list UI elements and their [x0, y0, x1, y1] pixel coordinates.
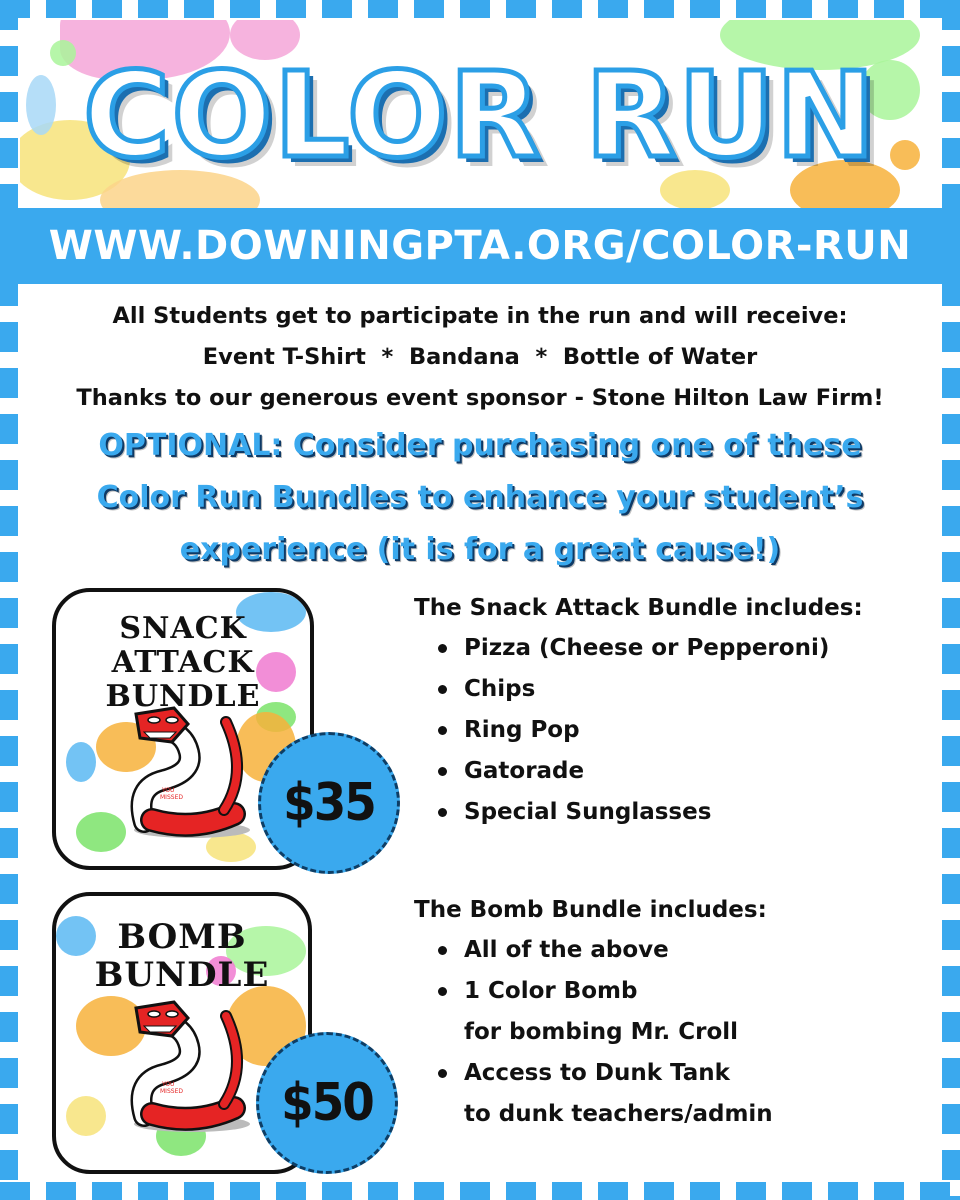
intro-line: Thanks to our generous event sponsor - Stone Hilton Law Firm! [76, 385, 884, 411]
frame-right-border [942, 0, 960, 1200]
header [20, 20, 940, 208]
list-item: Gatorade [436, 751, 863, 792]
optional-line: Color Run Bundles to enhance your student’s [96, 480, 864, 515]
card-title-line: SNACK [119, 611, 247, 646]
snake-shirt-label: MISSED [160, 1088, 183, 1095]
list-item: Chips [436, 669, 863, 710]
snake-shirt-label: MISSED [160, 794, 183, 801]
snake-shirt-label: YOU [162, 1081, 175, 1088]
bundle-list-title: The Bomb Bundle includes: [414, 897, 767, 923]
intro-line: All Students get to participate in the run and will receive: [112, 303, 848, 329]
snack-attack-items [414, 588, 863, 833]
optional-callout [30, 420, 930, 576]
yellow-paint-splat [66, 1096, 106, 1136]
frame-bottom-border [0, 1182, 960, 1200]
url-banner [0, 208, 960, 284]
bundle-item-list [436, 930, 773, 1135]
list-item-text: Access to Dunk Tank [464, 1060, 730, 1086]
intro-line: Event T-Shirt * Bandana * Bottle of Water [202, 344, 758, 370]
frame-top-border [0, 0, 960, 18]
list-item: Ring Pop [436, 710, 863, 751]
card-title-line: ATTACK [111, 645, 255, 680]
rattlesnake-mascot-icon [114, 702, 264, 842]
event-url[interactable]: WWW.DOWNINGPTA.ORG/COLOR-RUN [48, 223, 912, 269]
bundle-item-list [436, 628, 863, 833]
list-item-text: All of the above [464, 937, 669, 963]
card-title-line: BUNDLE [105, 679, 261, 714]
list-item [436, 930, 773, 971]
snack-attack-price-badge: $35 [258, 732, 400, 874]
list-item-subtext: for bombing Mr. Croll [464, 1019, 739, 1045]
list-item: Pizza (Cheese or Pepperoni) [436, 628, 863, 669]
bomb-bundle-price-badge: $50 [256, 1032, 398, 1174]
bundle-list-title: The Snack Attack Bundle includes: [414, 595, 863, 621]
list-item-subtext: to dunk teachers/admin [464, 1101, 773, 1127]
card-title-line: BUNDLE [94, 955, 270, 995]
optional-line: OPTIONAL: Consider purchasing one of these [98, 428, 862, 463]
optional-line: experience (it is for a great cause!) [179, 532, 781, 567]
list-item [436, 1053, 773, 1135]
event-title: COLOR RUN [83, 46, 877, 184]
rattlesnake-mascot-icon [114, 996, 264, 1136]
list-item-text: 1 Color Bomb [464, 978, 638, 1004]
bomb-bundle-card-title [56, 918, 308, 994]
bomb-bundle-items [414, 890, 773, 1135]
list-item [436, 971, 773, 1053]
list-item: Special Sunglasses [436, 792, 863, 833]
snake-shirt-label: YOU [162, 787, 175, 794]
blue-paint-splat [66, 742, 96, 782]
intro-text [22, 296, 938, 419]
card-title-line: BOMB [117, 917, 247, 957]
snack-attack-card-title [56, 612, 310, 714]
frame-left-border [0, 0, 18, 1200]
